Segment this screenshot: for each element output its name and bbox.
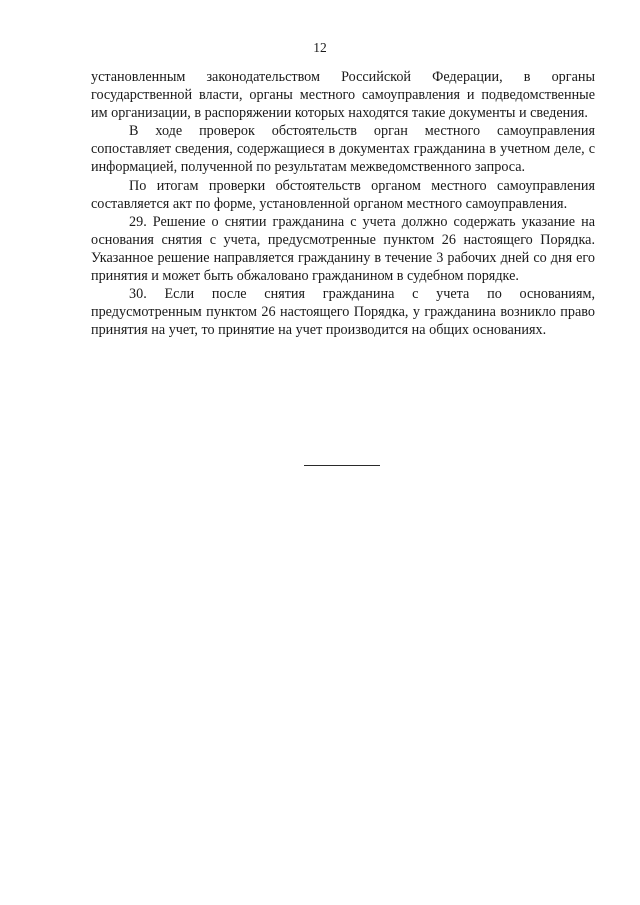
- paragraph-verification: В ходе проверок обстоятельств орган местного самоуправления сопоставляет сведения, содержащиеся в документах гражданина в учетном деле, с информацией, полученной по результатам межведомственного запроса.: [91, 123, 595, 176]
- paragraph-clause-29: 29. Решение о снятии гражданина с учета должно содержать указание на основания снятия с учета, предусмотренные пунктом 26 настоящего Порядка. Указанное решение направляется гражданину в течение 3 рабочих дней со дня его принятия и может быть обжаловано гражданином в судебном порядке.: [91, 213, 595, 285]
- paragraph-clause-30: 30. Если после снятия гражданина с учета по основаниям, предусмотренным пунктом 26 настоящего Порядка, у гражданина возникло право принятия на учет, то принятие на учет производится на общих основаниях.: [91, 286, 595, 339]
- paragraph-verification-act: По итогам проверки обстоятельств органом местного самоуправления составляется акт по форме, установленной органом местного самоуправления.: [91, 177, 595, 212]
- document-body: [91, 68, 595, 339]
- paragraph-continuation: установленным законодательством Российской Федерации, в органы государственной власти, органы местного самоуправления и подведомственные им организации, в распоряжении которых находятся такие документы и сведения.: [91, 69, 595, 122]
- end-separator-line: [304, 465, 380, 466]
- page-number: 12: [313, 40, 327, 55]
